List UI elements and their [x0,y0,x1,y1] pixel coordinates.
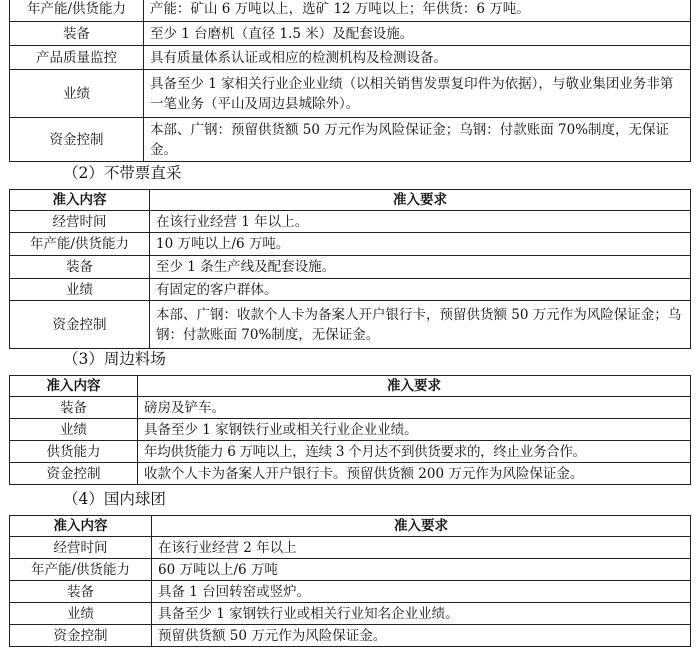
table-row [10,559,691,581]
table-row [10,397,691,419]
section-heading: （2）不带票直采 [63,164,182,182]
table-row [10,463,691,485]
table-row [10,419,691,441]
criteria-name: 业绩 [10,603,152,625]
criteria-requirement: 收款个人卡为备案人开户银行卡。预留供货额 200 万元作为风险保证金。 [138,463,691,485]
table-row [10,0,691,22]
column-header-criteria: 准入内容 [10,190,150,211]
criteria-name: 年产能/供货能力 [10,233,150,256]
criteria-requirement: 产能：矿山 6 万吨以上，选矿 12 万吨以上；年供货：6 万吨。 [144,0,691,22]
criteria-name: 装备 [10,22,144,46]
criteria-name: 经营时间 [10,211,150,233]
criteria-requirement: 本部、广钢：收款个人卡为备案人开户银行卡，预留供货额 50 万元作为风险保证金；乌钢：付款账面 70%制度，无保证金。 [150,301,691,349]
table-row [10,22,691,46]
criteria-name: 年产能/供货能力 [10,0,144,22]
column-header-requirement: 准入要求 [150,190,691,211]
criteria-requirement: 具备至少 1 家钢铁行业或相关行业企业业绩。 [138,419,691,441]
criteria-name: 业绩 [10,279,150,301]
criteria-requirement: 在该行业经营 2 年以上 [152,537,691,559]
table-header-row [10,376,691,397]
table-row [10,301,691,349]
criteria-name: 供货能力 [10,441,138,463]
criteria-requirement: 10 万吨以上/6 万吨。 [150,233,691,256]
requirements-table-2 [9,189,691,349]
criteria-requirement: 具备 1 台回转窑或竖炉。 [152,581,691,603]
criteria-requirement: 具备至少 1 家钢铁行业或相关行业知名企业业绩。 [152,603,691,625]
criteria-requirement: 在该行业经营 1 年以上。 [150,211,691,233]
table-header-row [10,190,691,211]
table-row [10,441,691,463]
table-row [10,537,691,559]
criteria-name: 资金控制 [10,301,150,349]
criteria-requirement: 至少 1 条生产线及配套设施。 [150,256,691,279]
criteria-requirement: 60 万吨以上/6 万吨 [152,559,691,581]
criteria-name: 资金控制 [10,118,144,162]
criteria-name: 装备 [10,581,152,603]
requirements-table-3 [9,375,691,485]
criteria-name: 装备 [10,397,138,419]
column-header-requirement: 准入要求 [152,516,691,537]
criteria-requirement: 本部、广钢：预留供货额 50 万元作为风险保证金；乌钢：付款账面 70%制度，无保证金。 [144,118,691,162]
column-header-criteria: 准入内容 [10,376,138,397]
column-header-criteria: 准入内容 [10,516,152,537]
criteria-name: 年产能/供货能力 [10,559,152,581]
table-row [10,70,691,118]
table-row [10,279,691,301]
criteria-requirement: 磅房及铲车。 [138,397,691,419]
table-row [10,211,691,233]
table-row [10,118,691,162]
criteria-name: 业绩 [10,70,144,118]
criteria-name: 产品质量监控 [10,46,144,70]
criteria-requirement: 至少 1 台磨机（直径 1.5 米）及配套设施。 [144,22,691,46]
criteria-name: 资金控制 [10,625,152,647]
table-row [10,233,691,256]
criteria-requirement: 预留供货额 50 万元作为风险保证金。 [152,625,691,647]
requirements-table-1 [9,0,691,162]
table-row [10,256,691,279]
criteria-name: 装备 [10,256,150,279]
section-heading: （3）周边料场 [63,350,166,368]
criteria-requirement: 有固定的客户群体。 [150,279,691,301]
table-row [10,603,691,625]
table-header-row [10,516,691,537]
criteria-name: 经营时间 [10,537,152,559]
criteria-requirement: 具有质量体系认证或相应的检测机构及检测设备。 [144,46,691,70]
requirements-table-4 [9,515,691,647]
criteria-requirement: 年均供货能力 6 万吨以上，连续 3 个月达不到供货要求的，终止业务合作。 [138,441,691,463]
column-header-requirement: 准入要求 [138,376,691,397]
criteria-name: 业绩 [10,419,138,441]
section-heading: （4）国内球团 [63,490,166,508]
criteria-name: 资金控制 [10,463,138,485]
table-row [10,581,691,603]
table-row [10,46,691,70]
criteria-requirement: 具备至少 1 家相关行业企业业绩（以相关销售发票复印件为依据），与敬业集团业务非第一笔业务（平山及周边县城除外）。 [144,70,691,118]
table-row [10,625,691,647]
